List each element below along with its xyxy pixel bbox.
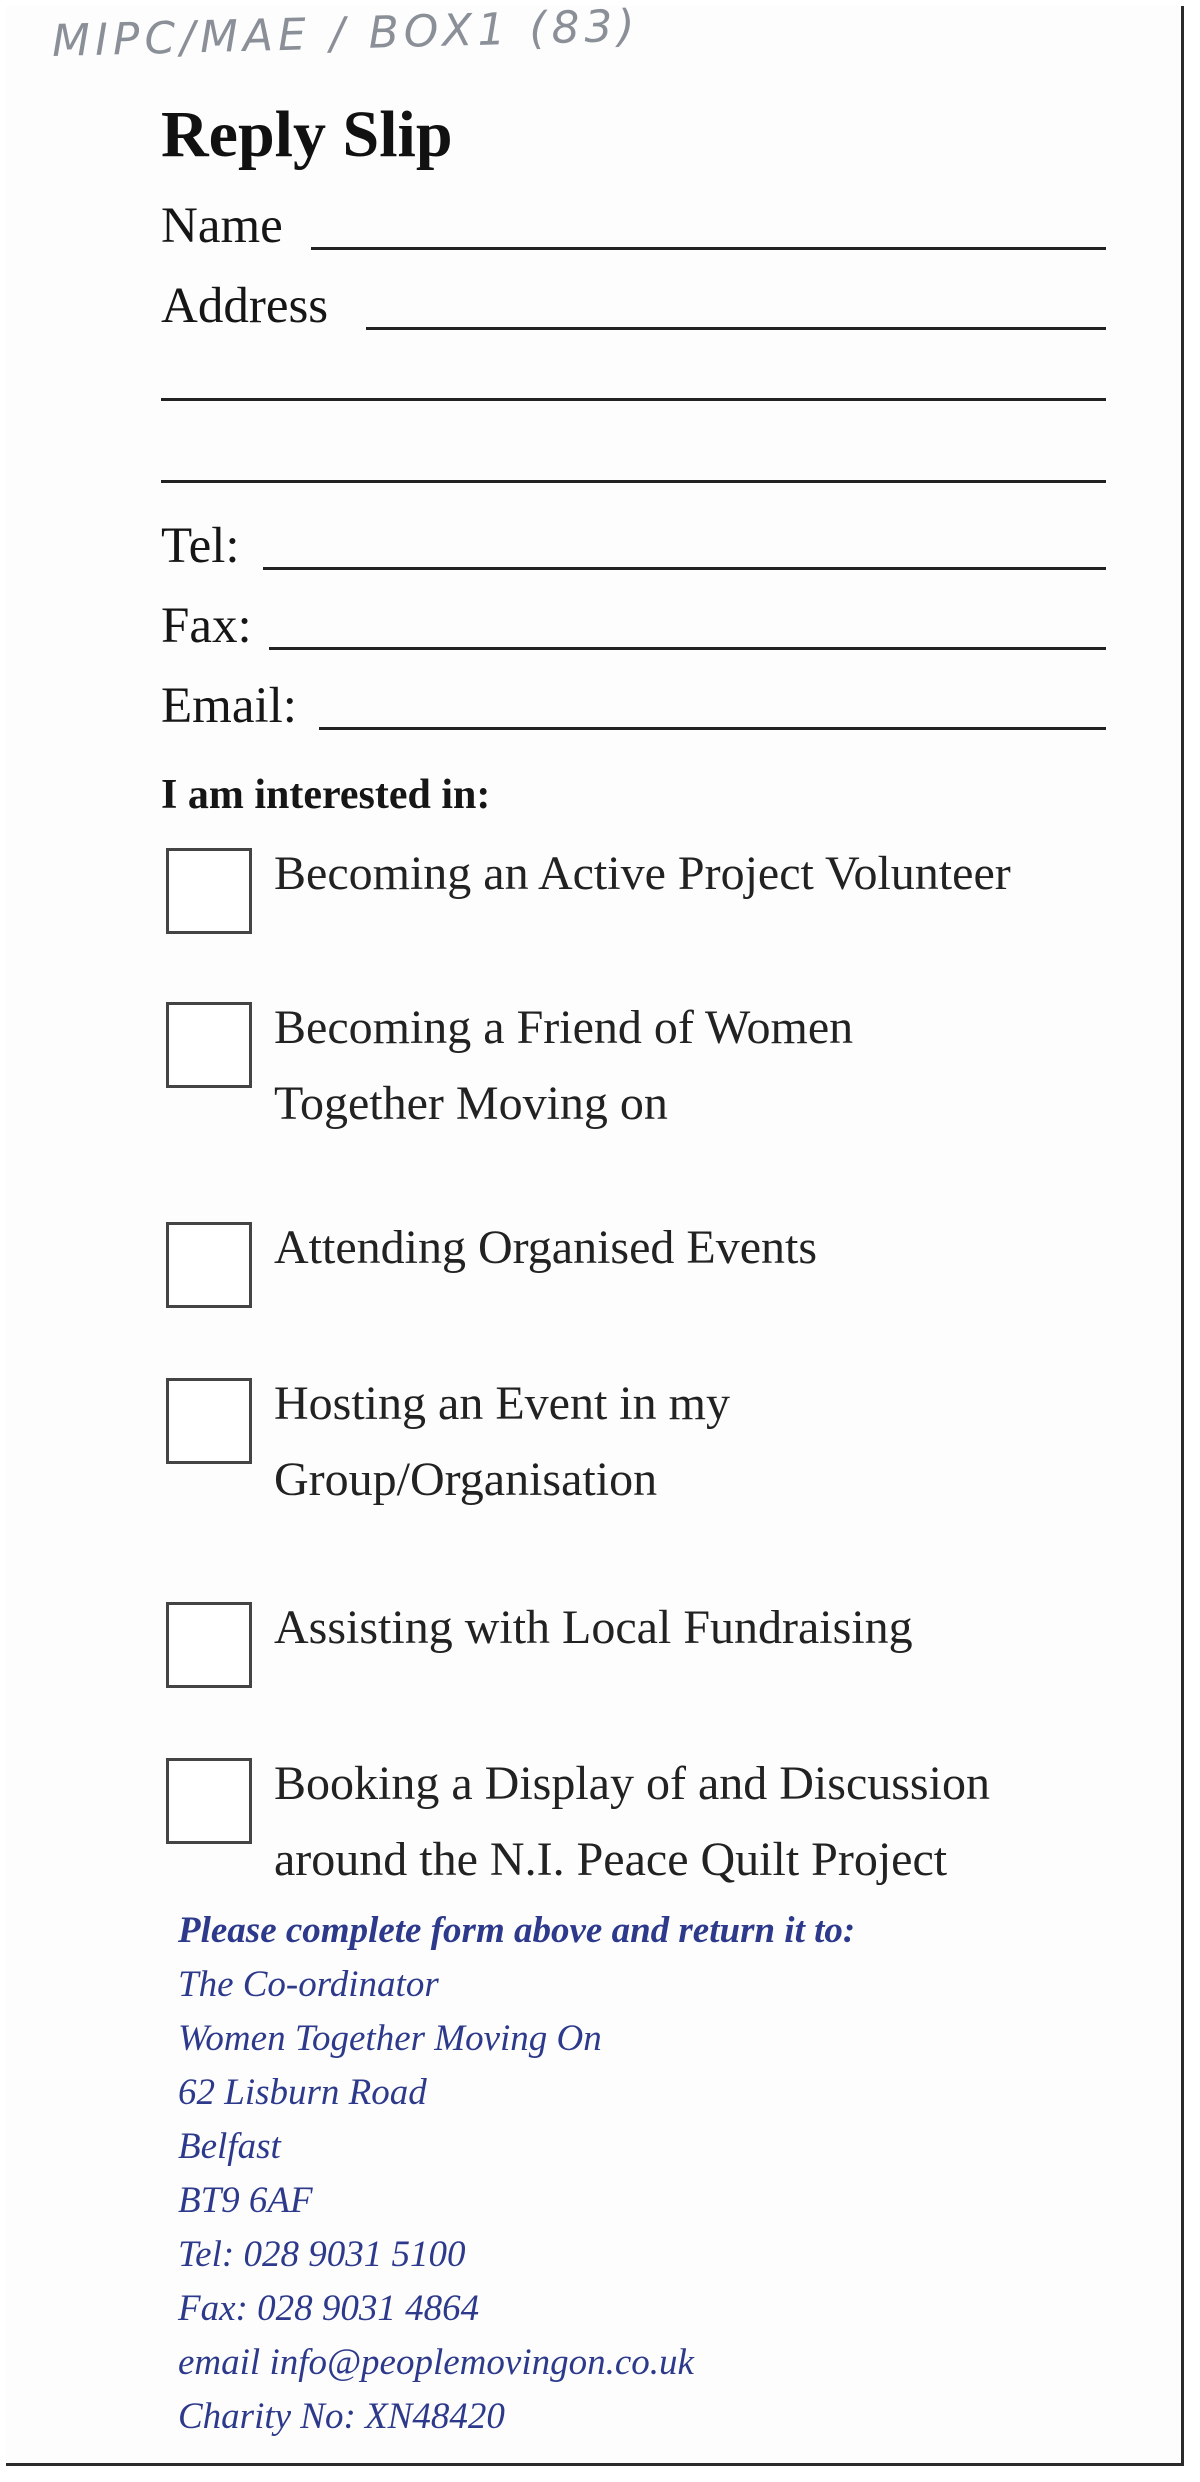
archive-reference-handwritten: MIPC/MAE / BOX1 (83)	[51, 0, 641, 67]
return-tel: Tel: 028 9031 5100	[178, 2234, 466, 2275]
address-line-2[interactable]	[161, 398, 1106, 401]
fax-field-row	[161, 592, 1106, 652]
page-title: Reply Slip	[161, 98, 453, 171]
return-street: 62 Lisburn Road	[178, 2072, 427, 2113]
email-field-row	[161, 672, 1106, 732]
tel-label: Tel:	[161, 518, 240, 574]
option-label: Assisting with Local Fundraising	[274, 1601, 913, 1654]
option-label: Booking a Display of and Discussion around the N.I. Peace Quilt Project	[274, 1757, 990, 1886]
option-label: Hosting an Event in my Group/Organisation	[274, 1377, 730, 1506]
email-label: Email:	[161, 678, 297, 734]
name-field[interactable]	[311, 247, 1106, 250]
reply-slip-card	[6, 0, 1184, 2466]
option-checkbox[interactable]	[166, 1758, 252, 1844]
return-fax: Fax: 028 9031 4864	[178, 2288, 480, 2329]
return-charity-number: Charity No: XN48420	[178, 2396, 505, 2437]
address-line-3[interactable]	[161, 480, 1106, 483]
address-label: Address	[161, 278, 329, 334]
address-field[interactable]	[366, 327, 1106, 330]
name-label: Name	[161, 198, 283, 254]
email-field[interactable]	[319, 727, 1106, 730]
option-label: Becoming an Active Project Volunteer	[274, 847, 1011, 900]
return-addressee: The Co-ordinator	[178, 1964, 439, 2005]
return-city: Belfast	[178, 2126, 281, 2167]
return-postcode: BT9 6AF	[178, 2180, 313, 2221]
option-checkbox[interactable]	[166, 1002, 252, 1088]
interest-heading: I am interested in:	[161, 772, 491, 818]
fax-label: Fax:	[161, 598, 252, 654]
return-instruction: Please complete form above and return it to:	[178, 1910, 856, 1951]
option-checkbox[interactable]	[166, 1378, 252, 1464]
address-field-row	[161, 272, 1106, 332]
return-organisation: Women Together Moving On	[178, 2018, 602, 2059]
option-label: Attending Organised Events	[274, 1221, 818, 1274]
tel-field[interactable]	[263, 567, 1106, 570]
option-checkbox[interactable]	[166, 1222, 252, 1308]
option-checkbox[interactable]	[166, 1602, 252, 1688]
option-label: Becoming a Friend of Women Together Moving on	[274, 1001, 854, 1130]
return-address-block	[178, 1904, 855, 2444]
fax-field[interactable]	[269, 647, 1106, 650]
option-checkbox[interactable]	[166, 848, 252, 934]
name-field-row	[161, 192, 1106, 252]
tel-field-row	[161, 512, 1106, 572]
return-email: email info@peoplemovingon.co.uk	[178, 2342, 694, 2383]
